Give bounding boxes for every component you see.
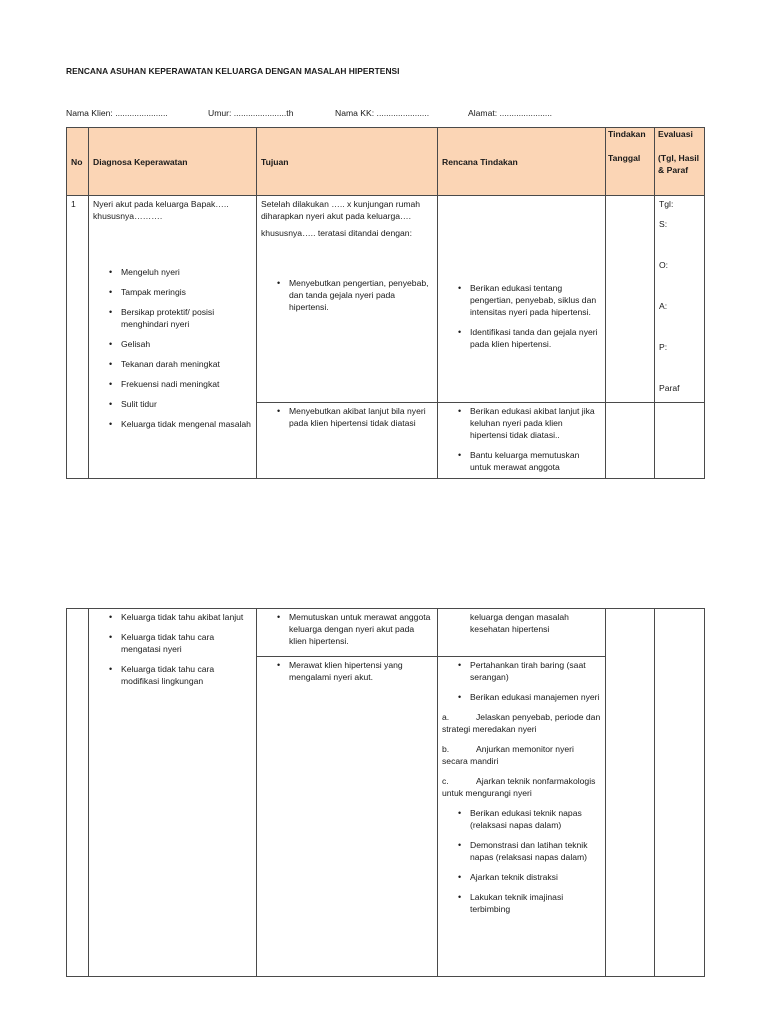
- list-item: • Tekanan darah meningkat: [93, 358, 252, 370]
- header-diagnosa: Diagnosa Keperawatan: [89, 128, 257, 196]
- care-plan-table-page-2: [66, 608, 705, 977]
- evaluasi-paraf: Paraf: [659, 383, 680, 393]
- list-item: • Keluarga tidak mengenal masalah: [93, 418, 252, 430]
- list-item: • Sulit tidur: [93, 398, 252, 410]
- list-item: • Menyebutkan pengertian, penyebab, dan tanda gejala nyeri pada hipertensi.: [261, 277, 433, 313]
- evaluasi-s: S:: [659, 219, 668, 229]
- alamat-field: Alamat: ......................: [468, 108, 553, 118]
- list-item: • Keluarga tidak tahu cara modifikasi lingkungan: [93, 663, 252, 687]
- diagnosa-cell: [89, 196, 257, 479]
- tujuan-list-a: [261, 277, 433, 313]
- list-item: • Identifikasi tanda dan gejala nyeri pada klien hipertensi.: [442, 326, 601, 350]
- rencana-cell-2b: [438, 657, 606, 977]
- alpha-text: Jelaskan penyebab, periode dan strategi meredakan nyeri: [442, 712, 601, 734]
- row-number-cell: [67, 196, 89, 479]
- diagnosa-cell-2: [89, 609, 257, 977]
- care-plan-table-page-1: [66, 127, 705, 479]
- diagnosa-symptom-list: [93, 266, 252, 430]
- row-number-cell-2: [67, 609, 89, 977]
- list-item: • Lakukan teknik imajinasi terbimbing: [442, 891, 601, 915]
- header-tindakan: [606, 128, 655, 196]
- tujuan-list-2b: [261, 659, 433, 683]
- list-item: • Pertahankan tirah baring (saat serangan): [442, 659, 601, 683]
- tujuan-list-b: [261, 405, 433, 429]
- list-item: • Mengeluh nyeri: [93, 266, 252, 278]
- list-item: • Gelisah: [93, 338, 252, 350]
- evaluasi-o: O:: [659, 260, 669, 270]
- alpha-item: [442, 743, 601, 767]
- list-item: • Tampak meringis: [93, 286, 252, 298]
- evaluasi-cell: [655, 196, 705, 403]
- tindakan-cell-b: [606, 403, 655, 479]
- alpha-label: b.: [442, 744, 450, 754]
- alpha-item: [442, 711, 601, 735]
- rencana-list-a: [442, 282, 601, 350]
- rencana-list-2b-1: [442, 659, 601, 703]
- tindakan-cell-a: [606, 196, 655, 403]
- rencana-list-b: [442, 405, 601, 473]
- header-rencana: Rencana Tindakan: [438, 128, 606, 196]
- list-item: • Demonstrasi dan latihan teknik napas (relaksasi napas dalam): [442, 839, 601, 863]
- header-tanggal-label: Tanggal: [608, 153, 641, 163]
- header-tindakan-label: Tindakan: [608, 129, 646, 139]
- list-item: • Berikan edukasi teknik napas (relaksasi napas dalam): [442, 807, 601, 831]
- list-item: • Ajarkan teknik distraksi: [442, 871, 601, 883]
- tujuan-cell-a: [257, 196, 438, 403]
- list-item: • Bersikap protektif/ posisi menghindari nyeri: [93, 306, 252, 330]
- alpha-item: [442, 775, 601, 799]
- rencana-cell-b: [438, 403, 606, 479]
- list-item: • Keluarga tidak tahu cara mengatasi nyeri: [93, 631, 252, 655]
- list-item: • Berikan edukasi manajemen nyeri: [442, 691, 601, 703]
- tujuan-cell-2a: [257, 609, 438, 657]
- nama-klien-field: Nama Klien: ......................: [66, 108, 168, 118]
- evaluasi-cell-2: [655, 609, 705, 977]
- rencana-list-2b-2: [442, 807, 601, 915]
- list-item: • Keluarga tidak tahu akibat lanjut: [93, 611, 252, 623]
- header-tujuan: Tujuan: [257, 128, 438, 196]
- list-item: • Berikan edukasi tentang pengertian, penyebab, siklus dan intensitas nyeri pada hipertensi.: [442, 282, 601, 318]
- list-item: • Bantu keluarga memutuskan untuk merawat anggota: [442, 449, 601, 473]
- list-item: • Merawat klien hipertensi yang mengalami nyeri akut.: [261, 659, 433, 683]
- list-item: • Frekuensi nadi meningkat: [93, 378, 252, 390]
- header-evaluasi-label: Evaluasi: [658, 129, 693, 139]
- header-evaluasi: [655, 128, 705, 196]
- list-item: • Berikan edukasi akibat lanjut jika keluhan nyeri pada klien hipertensi tidak diatasi..: [442, 405, 601, 441]
- list-item: • Memutuskan untuk merawat anggota keluarga dengan nyeri akut pada klien hipertensi.: [261, 611, 433, 647]
- rencana-cell-2a: [438, 609, 606, 657]
- evaluasi-a: A:: [659, 301, 668, 311]
- umur-field: Umur: ......................th: [208, 108, 294, 118]
- tujuan-cell-2b: [257, 657, 438, 977]
- rencana-continuation: keluarga dengan masalah kesehatan hipertensi: [470, 612, 569, 634]
- header-no: No: [67, 128, 89, 196]
- list-item: • Menyebutkan akibat lanjut bila nyeri pada klien hipertensi tidak diatasi: [261, 405, 433, 429]
- document-title: RENCANA ASUHAN KEPERAWATAN KELUARGA DENGAN MASALAH HIPERTENSI: [66, 66, 400, 76]
- alpha-text: Anjurkan memonitor nyeri secara mandiri: [442, 744, 574, 766]
- header-evaluasi-detail: (Tgl, Hasil & Paraf: [658, 153, 700, 175]
- tujuan-intro-1: Setelah dilakukan ….. x kunjungan rumah diharapkan nyeri akut pada keluarga….: [261, 199, 421, 221]
- alpha-label: c.: [442, 776, 449, 786]
- rencana-cell-a: [438, 196, 606, 403]
- evaluasi-tgl: Tgl:: [659, 199, 674, 209]
- evaluasi-p: P:: [659, 342, 668, 352]
- tujuan-cell-b: [257, 403, 438, 479]
- tujuan-intro-2: khususnya….. teratasi ditandai dengan:: [261, 228, 412, 238]
- nama-kk-field: Nama KK: ......................: [335, 108, 430, 118]
- evaluasi-cell-b: [655, 403, 705, 479]
- alpha-label: a.: [442, 712, 450, 722]
- diagnosa-intro: Nyeri akut pada keluarga Bapak….. khususnya……….: [93, 199, 229, 221]
- tujuan-list-2a: [261, 611, 433, 647]
- row-number: 1: [71, 199, 76, 209]
- alpha-text: Ajarkan teknik nonfarmakologis untuk mengurangi nyeri: [442, 776, 596, 798]
- tindakan-cell-2: [606, 609, 655, 977]
- diagnosa-list-2: [93, 611, 252, 687]
